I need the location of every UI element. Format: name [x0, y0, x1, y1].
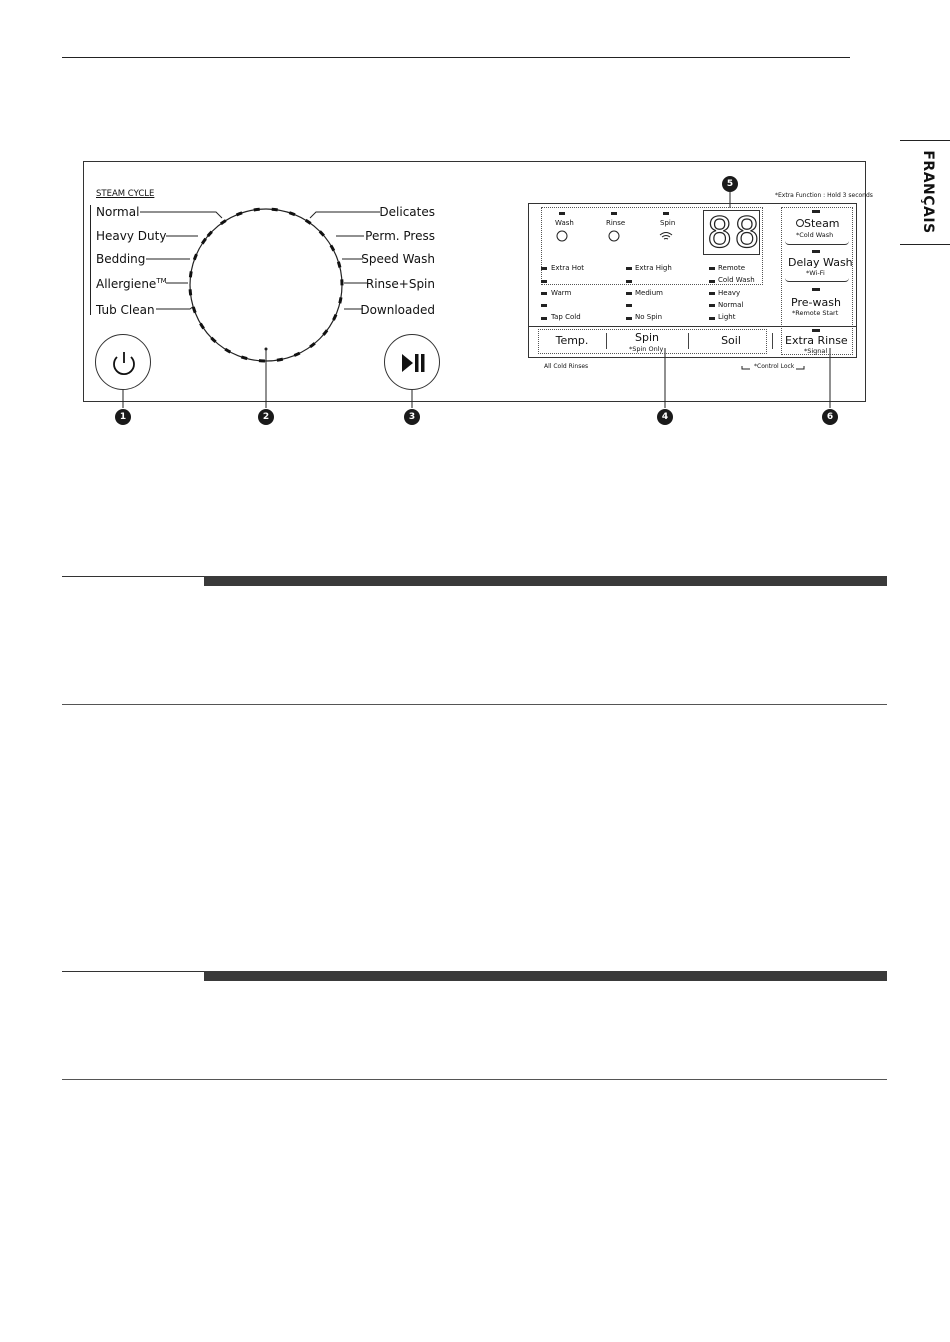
- temp-tap-cold: Tap Cold: [551, 313, 581, 321]
- status-spin: Spin: [660, 219, 676, 227]
- soil-normal: Normal: [718, 301, 744, 309]
- callout-2: 2: [258, 409, 274, 425]
- steam-led: [812, 210, 820, 213]
- rinse-icon: [609, 231, 619, 241]
- section-rule-1: [62, 704, 887, 705]
- extra-rinse-button[interactable]: Extra Rinse: [785, 334, 848, 347]
- steam-divider: [785, 241, 849, 245]
- leader-delicates: [310, 212, 380, 218]
- button-separator-3: [772, 333, 773, 349]
- temp-led-2: [541, 280, 547, 283]
- section-header-bar-1: [62, 576, 887, 586]
- ai-wash-icon: [557, 231, 567, 241]
- spin-led-1: [626, 267, 632, 270]
- status-icons: [550, 228, 680, 244]
- power-button[interactable]: [95, 334, 151, 390]
- wash-led: [559, 212, 565, 215]
- pre-wash-led: [812, 288, 820, 291]
- cycle-perm-press: Perm. Press: [365, 229, 435, 243]
- temp-led-4: [541, 304, 547, 307]
- status-rinse: Rinse: [606, 219, 626, 227]
- start-pause-button[interactable]: [384, 334, 440, 390]
- cycle-tub-clean: Tub Clean: [96, 303, 155, 317]
- cycle-rinse-spin: Rinse+Spin: [365, 277, 435, 291]
- cycle-normal: Normal: [96, 205, 140, 219]
- panel-divider: [528, 326, 778, 327]
- extra-rinse-sub: *Signal: [804, 347, 828, 355]
- cycle-downloaded: Downloaded: [360, 303, 435, 317]
- power-icon: [96, 335, 152, 391]
- delay-wash-led: [812, 250, 820, 253]
- spin-no-spin: No Spin: [635, 313, 663, 321]
- soil-led-2: [709, 304, 715, 307]
- cold-wash-led: [709, 280, 715, 283]
- soil-led-3: [709, 317, 715, 320]
- status-wash: Wash: [555, 219, 574, 227]
- extra-function-note: *Extra Function : Hold 3 seconds: [775, 192, 873, 199]
- spin-led-4: [626, 304, 632, 307]
- rinse-led: [611, 212, 617, 215]
- temp-led-3: [541, 292, 547, 295]
- wifi-icon: [660, 233, 672, 240]
- cycle-delicates: Delicates: [379, 205, 435, 219]
- delay-wash-divider: [785, 278, 849, 282]
- button-separator-1: [606, 333, 607, 349]
- trademark-mark: TM: [156, 277, 167, 285]
- cycle-speed-wash: Speed Wash: [361, 252, 435, 266]
- steam-cycle-label: STEAM CYCLE: [96, 189, 155, 199]
- cycle-heavy-duty: Heavy Duty: [96, 229, 167, 243]
- spin-led-5: [626, 317, 632, 320]
- temp-led-1: [541, 267, 547, 270]
- temp-warm: Warm: [551, 289, 572, 297]
- option-cold-wash: Cold Wash: [718, 276, 755, 284]
- callout-5: 5: [722, 176, 738, 192]
- spin-extra-high: Extra High: [635, 264, 672, 272]
- remote-led: [709, 267, 715, 270]
- spin-led-2: [626, 280, 632, 283]
- steam-sub: *Cold Wash: [796, 231, 834, 239]
- leader-normal: [140, 212, 222, 218]
- control-lock-note: *Control Lock: [754, 363, 795, 370]
- section-rule-2: [62, 1079, 887, 1080]
- callout-4: 4: [657, 409, 673, 425]
- soil-light: Light: [718, 313, 736, 321]
- delay-wash-sub: *Wi-Fi: [806, 269, 825, 277]
- play-pause-icon: [385, 335, 441, 391]
- callout-6: 6: [822, 409, 838, 425]
- temp-extra-hot: Extra Hot: [551, 264, 584, 272]
- pre-wash-button[interactable]: Pre-wash: [791, 296, 841, 309]
- cycle-allergiene-text: Allergiene: [96, 277, 157, 291]
- all-cold-rinses-note: All Cold Rinses: [544, 363, 589, 370]
- temp-led-5: [541, 317, 547, 320]
- pre-wash-sub: *Remote Start: [792, 309, 839, 317]
- soil-led-1: [709, 292, 715, 295]
- steam-button[interactable]: Steam: [804, 217, 840, 230]
- button-separator-2: [688, 333, 689, 349]
- spin-led: [663, 212, 669, 215]
- spin-led-3: [626, 292, 632, 295]
- language-label: FRANÇAIS: [920, 150, 936, 234]
- soil-button[interactable]: Soil: [721, 334, 741, 347]
- leader-tub-clean: [156, 306, 194, 309]
- cycle-bedding: Bedding: [96, 252, 146, 266]
- extra-rinse-led: [812, 329, 820, 332]
- section-header-bar-2: [62, 971, 887, 981]
- section-bar-thin-1: [62, 576, 204, 577]
- soil-heavy: Heavy: [718, 289, 741, 297]
- option-remote: Remote: [718, 264, 746, 272]
- spin-only-note: *Spin Only: [629, 345, 664, 353]
- callout-3: 3: [404, 409, 420, 425]
- digit-readout: 88: [707, 208, 762, 257]
- spin-button[interactable]: Spin: [635, 331, 659, 344]
- option-panel-divider: [778, 326, 857, 327]
- spin-medium: Medium: [635, 289, 663, 297]
- delay-wash-button[interactable]: Delay Wash: [788, 256, 853, 269]
- callout-1: 1: [115, 409, 131, 425]
- temp-button[interactable]: Temp.: [555, 334, 589, 347]
- section-bar-thick-2: [204, 971, 887, 981]
- section-bar-thin-2: [62, 971, 204, 972]
- section-bar-thick-1: [204, 576, 887, 586]
